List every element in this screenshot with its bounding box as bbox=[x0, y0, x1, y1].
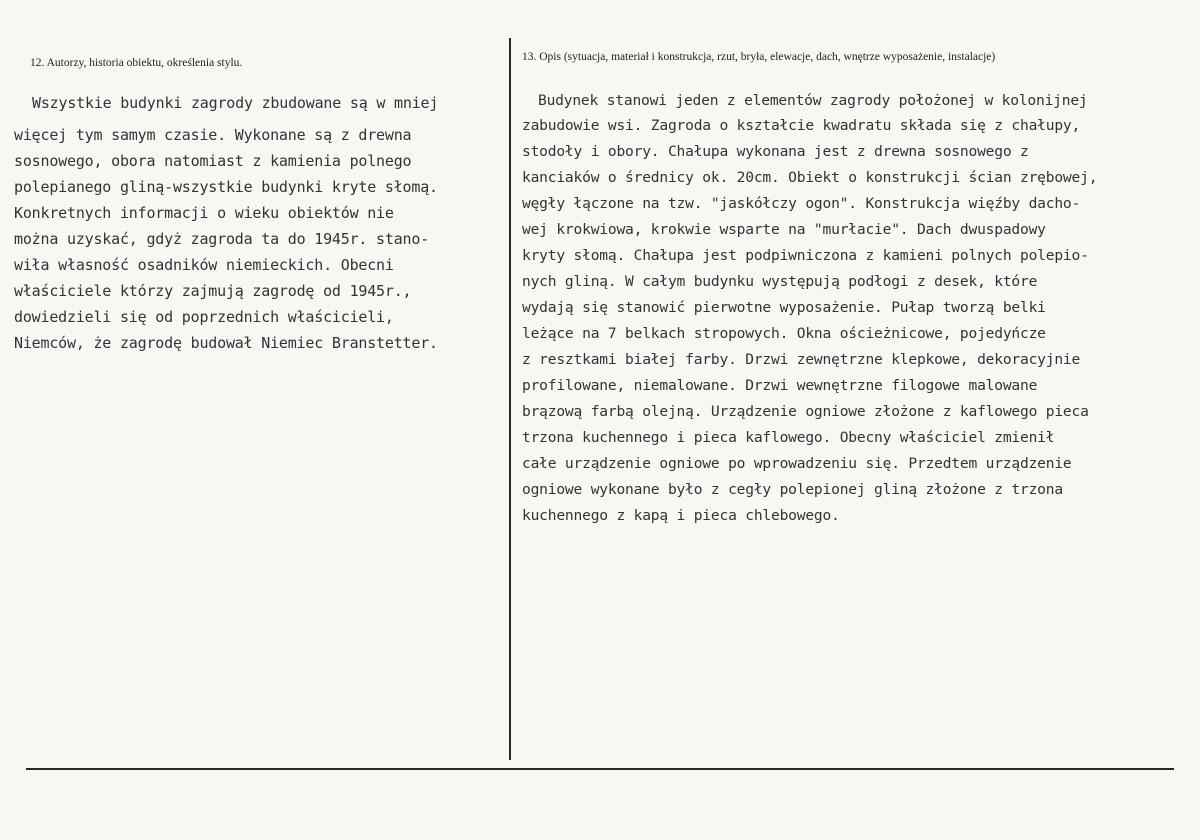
description-line: kryty słomą. Chałupa jest podpiwniczona z kamieni polnych polepio- bbox=[522, 247, 1089, 264]
description-line: całe urządzenie ogniowe po wprowadzeniu się. Przedtem urządzenie bbox=[522, 455, 1072, 472]
description-line: profilowane, niemalowane. Drzwi wewnętrzne filogowe malowane bbox=[522, 377, 1038, 394]
section-description bbox=[512, 0, 1200, 770]
history-line: Niemców, że zagrodę budował Niemiec Branstetter. bbox=[14, 334, 438, 352]
description-line: Budynek stanowi jeden z elementów zagrody położonej w kolonijnej bbox=[538, 92, 1088, 109]
history-line: wiła własność osadników niemieckich. Obecni bbox=[14, 256, 394, 274]
description-line: zabudowie wsi. Zagroda o kształcie kwadratu składa się z chałupy, bbox=[522, 117, 1081, 134]
section-history bbox=[0, 0, 510, 770]
description-line: nych gliną. W całym budynku występują podłogi z desek, które bbox=[522, 273, 1038, 290]
description-line: stodoły i obory. Chałupa wykonana jest z drewna sosnowego z bbox=[522, 143, 1029, 160]
section-description-heading: 13. Opis (sytuacja, materiał i konstrukcja, rzut, bryła, elewacje, dach, wnętrze wyposażenie, instalacje) bbox=[522, 51, 996, 63]
description-line: trzona kuchennego i pieca kaflowego. Obecny właściciel zmienił bbox=[522, 429, 1055, 446]
description-line: ogniowe wykonane było z cegły polepionej gliną złożone z trzona bbox=[522, 481, 1063, 498]
description-line: brązową farbą olejną. Urządzenie ogniowe złożone z kaflowego pieca bbox=[522, 403, 1089, 420]
column-divider bbox=[509, 38, 511, 760]
history-line: można uzyskać, gdyż zagroda ta do 1945r. stano- bbox=[14, 230, 430, 248]
section-history-heading: 12. Autorzy, historia obiektu, określenia stylu. bbox=[30, 57, 243, 69]
description-line: wydają się stanowić pierwotne wyposażenie. Pułap tworzą belki bbox=[522, 299, 1046, 316]
description-line: kuchennego z kapą i pieca chlebowego. bbox=[522, 507, 840, 524]
history-line: dowiedzieli się od poprzednich właścicieli, bbox=[14, 308, 394, 326]
description-line: wej krokwiowa, krokwie wsparte na "murłacie". Dach dwuspadowy bbox=[522, 221, 1046, 238]
history-line: Wszystkie budynki zagrody zbudowane są w mniej bbox=[32, 94, 439, 112]
description-line: kanciaków o średnicy ok. 20cm. Obiekt o konstrukcji ścian zrębowej, bbox=[522, 169, 1098, 186]
description-line: leżące na 7 belkach stropowych. Okna ościeżnicowe, pojedyńcze bbox=[522, 325, 1046, 342]
history-line: właściciele którzy zajmują zagrodę od 1945r., bbox=[14, 282, 412, 300]
history-line: Konkretnych informacji o wieku obiektów nie bbox=[14, 204, 394, 222]
history-line: sosnowego, obora natomiast z kamienia polnego bbox=[14, 152, 412, 170]
description-line: węgły łączone na tzw. "jaskółczy ogon". Konstrukcja więźby dacho- bbox=[522, 195, 1081, 212]
history-line: polepianego gliną-wszystkie budynki kryte słomą. bbox=[14, 178, 438, 196]
history-line: więcej tym samym czasie. Wykonane są z drewna bbox=[14, 126, 412, 144]
description-line: z resztkami białej farby. Drzwi zewnętrzne klepkowe, dekoracyjnie bbox=[522, 351, 1081, 368]
bottom-rule bbox=[26, 768, 1174, 770]
